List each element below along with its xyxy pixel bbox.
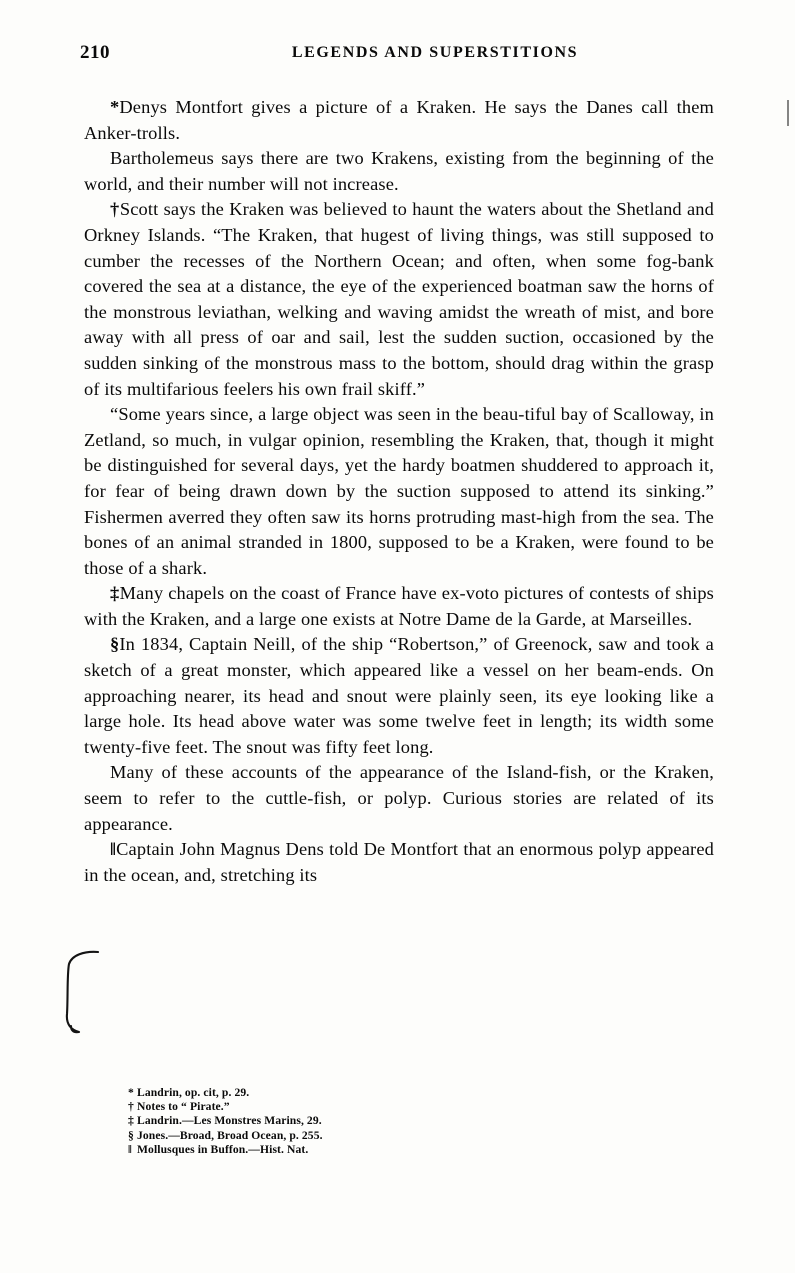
page-number: 210 — [80, 42, 110, 63]
page-edge-mark — [787, 100, 789, 126]
footnote-item — [128, 1129, 548, 1143]
footnote-marker: § — [110, 634, 120, 655]
footnote-mark: ‖ — [128, 1142, 132, 1156]
footnote-mark: † — [128, 1100, 134, 1114]
paragraph-text: Scott says the Kraken was believed to haunt the waters about the Shetland and Orkney Islands. “The Kraken, that hugest of living things, was still supposed to cumber the recesses of the Northern Ocean; and often, when some fog-bank covered the sea at a distance, the eye of the experienced boatman saw the horns of the monstrous leviathan, welking and waving amidst the wreath of mist, and bore away with all press of oar and sail, lest the sudden suction, occasioned by the sudden sinking of the monstrous mass to the bottom, should drag within the grasp of its multifarious feelers his own frail skiff.” — [84, 199, 714, 399]
footnote-text: Notes to “ Pirate.” — [137, 1100, 230, 1114]
footnote-mark: ‡ — [128, 1114, 134, 1128]
body-text — [84, 95, 714, 888]
footnote-text: Landrin, op. cit, p. 29. — [137, 1086, 250, 1099]
footnote-item — [128, 1100, 548, 1114]
paragraph-4 — [84, 402, 714, 581]
footnote-text: Mollusques in Buffon.—Hist. Nat. — [137, 1142, 309, 1156]
handwritten-bracket-annotation — [62, 948, 102, 1038]
footnote-item — [128, 1143, 548, 1157]
paragraph-text: Many of these accounts of the appearance of the Island-fish, or the Kraken, seem to refer to the cuttle-fish, or polyp. Curious stories are related of its appearance. — [84, 762, 714, 834]
paragraph-text: Denys Montfort gives a picture of a Kraken. He says the Danes call them Anker-trolls. — [84, 97, 714, 143]
footnote-marker: † — [110, 199, 120, 220]
footnote-mark: * — [128, 1086, 134, 1099]
paragraph-text: Many chapels on the coast of France have ex-voto pictures of contests of ships with the Kraken, and a large one exists at Notre Dame de la Garde, at Marseilles. — [84, 583, 714, 629]
footnote-mark: § — [128, 1128, 134, 1142]
paragraph-1 — [84, 95, 714, 146]
paragraph-8 — [84, 837, 714, 888]
footnote-item — [128, 1086, 548, 1100]
footnote-marker: * — [110, 97, 120, 117]
footnote-marker: ‖ — [110, 839, 117, 860]
running-head: LEGENDS AND SUPERSTITIONS — [291, 44, 579, 61]
paragraph-text: Captain John Magnus Dens told De Montfort that an enormous polyp appeared in the ocean, and, stretching its — [84, 839, 714, 885]
paragraph-2 — [84, 146, 714, 197]
page-header — [80, 42, 720, 68]
paragraph-5 — [84, 581, 714, 632]
footnote-item — [128, 1114, 548, 1128]
footnote-text: Landrin.—Les Monstres Marins, 29. — [137, 1114, 322, 1128]
paragraph-text: “Some years since, a large object was seen in the beau-tiful bay of Scalloway, in Zetland, so much, in vulgar opinion, resembling the Kraken, that, though it might be distinguished for several days, yet the hardy boatmen shuddered to approach it, for fear of being drawn down by the suction supposed to attend its sinking.” Fishermen averred they often saw its horns protruding mast-high from the sea. The bones of an animal stranded in 1800, supposed to be a Kraken, were found to be those of a shark. — [84, 404, 714, 578]
footnote-text: Jones.—Broad, Broad Ocean, p. 255. — [137, 1128, 323, 1142]
paragraph-3 — [84, 197, 714, 402]
footnotes — [128, 1086, 548, 1157]
paragraph-7 — [84, 760, 714, 837]
paragraph-6 — [84, 632, 714, 760]
paragraph-text: In 1834, Captain Neill, of the ship “Robertson,” of Greenock, saw and took a sketch of a great monster, which appeared like a vessel on her beam-ends. On approaching nearer, its head and snout were plainly seen, its eye looking like a large hole. Its head above water was some twelve feet in length; its width some twenty-five feet. The snout was fifty feet long. — [84, 634, 714, 757]
paragraph-text: Bartholemeus says there are two Krakens, existing from the beginning of the world, and their number will not increase. — [84, 148, 714, 194]
footnote-marker: ‡ — [110, 583, 120, 604]
